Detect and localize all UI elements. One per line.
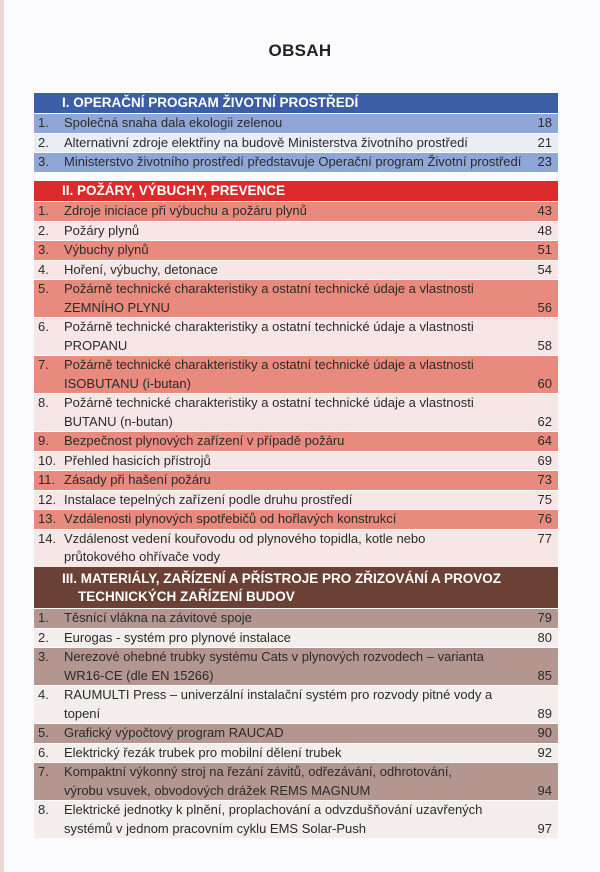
entry-title-line: výrobu vsuvek, obvodových drážek REMS MAGNUM xyxy=(64,782,371,798)
entry-number: 14. xyxy=(38,530,57,546)
page-title: OBSAH xyxy=(268,41,332,60)
entry-title-line: Elektrické jednotky k plnění, proplachování a odvzdušňování uzavřených xyxy=(64,802,483,817)
toc-entry[interactable] xyxy=(34,133,558,153)
entry-title-line: Zdroje iniciace při výbuchu a požáru plynů xyxy=(64,203,307,218)
entry-number: 3. xyxy=(38,154,49,169)
toc-entry[interactable] xyxy=(34,355,558,393)
entry-title xyxy=(64,280,522,317)
entry-title-line: průtokového ohřívače vody xyxy=(64,549,221,564)
entry-title-line: Požárně technické charakteristiky a ostatní technické údaje a vlastnosti xyxy=(64,357,474,372)
entry-number: 3. xyxy=(38,242,49,257)
toc-entry[interactable] xyxy=(34,490,558,510)
entry-title xyxy=(64,241,522,260)
entry-page-number: 73 xyxy=(537,472,552,487)
entry-number: 5. xyxy=(38,725,49,740)
entry-number: 8. xyxy=(38,802,49,817)
entry-title-line: Vzdálenosti plynových spotřebičů od hořlavých konstrukcí xyxy=(64,511,397,526)
toc-entry[interactable] xyxy=(34,393,558,431)
entry-title-line: Bezpečnost plynových zařízení v případě požáru xyxy=(64,433,345,448)
entry-title-line: PROPANU xyxy=(64,337,128,353)
section-2 xyxy=(34,181,558,567)
toc-entry[interactable] xyxy=(34,221,558,241)
entry-title-line: Společná snaha dala ekologii zelenou xyxy=(64,115,283,130)
entry-title xyxy=(64,432,522,451)
entry-number: 13. xyxy=(38,511,57,526)
entry-page-number: 80 xyxy=(537,629,552,645)
entry-page-number: 18 xyxy=(537,115,552,130)
entry-title-line: RAUMULTI Press – univerzální instalační systém pro rozvody pitné vody a topení xyxy=(64,687,493,721)
toc-entry[interactable] xyxy=(34,260,558,280)
entry-title-line: Instalace tepelných zařízení podle druhu prostředí xyxy=(64,491,353,507)
entry-title xyxy=(64,114,522,133)
entry-title xyxy=(64,686,522,723)
entry-title xyxy=(64,471,522,490)
entry-number: 7. xyxy=(38,764,49,779)
entry-number: 1. xyxy=(38,203,49,218)
entry-page-number: 21 xyxy=(537,134,552,150)
entry-page-number: 56 xyxy=(537,299,552,315)
entry-title xyxy=(64,724,522,743)
entry-title xyxy=(64,222,522,241)
toc-entry[interactable] xyxy=(34,317,558,355)
section-items xyxy=(34,608,558,838)
entry-page-number: 48 xyxy=(537,222,552,238)
toc-entry[interactable] xyxy=(34,240,558,260)
entry-number: 2. xyxy=(38,134,49,150)
entry-title-line: Elektrický řezák trubek pro mobilní dělení trubek xyxy=(64,744,342,760)
page-edge xyxy=(0,0,4,872)
entry-number: 12. xyxy=(38,491,57,507)
toc-entry[interactable] xyxy=(34,152,558,172)
entry-title-line: Kompaktní výkonný stroj na řezání závitů, odřezávání, odhrotování, xyxy=(64,764,453,779)
toc-entry[interactable] xyxy=(34,628,558,648)
entry-title-line: Přehled hasicích přístrojů xyxy=(64,452,211,468)
toc-entry[interactable] xyxy=(34,647,558,685)
entry-page-number: 94 xyxy=(537,782,552,798)
section-heading-line-1: III. MATERIÁLY, ZAŘÍZENÍ A PŘÍSTROJE PRO ZŘIZOVÁNÍ A PROVOZ xyxy=(62,571,502,586)
entry-number: 9. xyxy=(38,433,49,448)
toc-entry[interactable] xyxy=(34,201,558,221)
entry-title-line: Požáry plynů xyxy=(64,222,140,238)
entry-title xyxy=(64,394,522,431)
entry-title-line: Grafický výpočtový program RAUCAD xyxy=(64,725,284,740)
entry-page-number: 79 xyxy=(537,610,552,625)
entry-number: 10. xyxy=(38,452,57,468)
entry-title-line: ZEMNÍHO PLYNU xyxy=(64,299,170,315)
entry-title-line: Výbuchy plynů xyxy=(64,242,149,257)
entry-page-number: 60 xyxy=(537,375,552,391)
entry-title-line: Ministerstvo životního prostředí představuje Operační program Životní prostředí xyxy=(64,154,522,169)
section-1 xyxy=(34,93,558,172)
entry-number: 2. xyxy=(38,222,49,238)
entry-title xyxy=(64,648,522,685)
entry-page-number: 64 xyxy=(537,433,552,448)
toc-entry[interactable] xyxy=(34,113,558,133)
toc-entry[interactable] xyxy=(34,509,558,529)
toc-entry[interactable] xyxy=(34,470,558,490)
entry-page-number: 69 xyxy=(537,452,552,468)
entry-page-number: 90 xyxy=(537,725,552,740)
entry-title-line: Vzdálenost vedení kouřovodu od plynového topidla, kotle nebo xyxy=(64,530,426,546)
entry-title-line: Zásady při hašení požáru xyxy=(64,472,211,487)
entry-page-number: 43 xyxy=(537,203,552,218)
toc-entry[interactable] xyxy=(34,800,558,838)
entry-title xyxy=(64,801,522,838)
entry-title xyxy=(64,452,522,471)
entry-number: 5. xyxy=(38,281,49,296)
entry-page-number: 62 xyxy=(537,413,552,429)
entry-title-line: Alternativní zdroje elektřiny na budově Ministerstva životního prostředí xyxy=(64,134,468,150)
toc-entry[interactable] xyxy=(34,608,558,628)
toc-entry[interactable] xyxy=(34,529,558,567)
entry-page-number: 54 xyxy=(537,261,552,277)
entry-title xyxy=(64,629,522,648)
entry-title xyxy=(64,609,522,628)
entry-title-line: ISOBUTANU (i-butan) xyxy=(64,375,191,391)
entry-title-line: Požárně technické charakteristiky a ostatní technické údaje a vlastnosti xyxy=(64,319,474,334)
entry-number: 7. xyxy=(38,357,49,372)
section-heading-line-2: TECHNICKÝCH ZAŘÍZENÍ BUDOV xyxy=(78,589,295,604)
entry-number: 3. xyxy=(38,649,49,664)
entry-number: 1. xyxy=(38,115,49,130)
section-items xyxy=(34,113,558,172)
entry-title-line: Těsnící vlákna na závitové spoje xyxy=(64,610,252,625)
entry-title xyxy=(64,318,522,355)
entry-page-number: 92 xyxy=(537,744,552,760)
entry-number: 1. xyxy=(38,610,49,625)
entry-number: 2. xyxy=(38,629,49,645)
entry-title-line: Požárně technické charakteristiky a ostatní technické údaje a vlastnosti xyxy=(64,281,474,296)
toc-entry[interactable] xyxy=(34,723,558,743)
entry-page-number: 23 xyxy=(537,154,552,169)
entry-title xyxy=(64,530,522,567)
entry-number: 4. xyxy=(38,261,49,277)
section-heading: II. POŽÁRY, VÝBUCHY, PREVENCE xyxy=(34,181,558,201)
entry-title xyxy=(64,153,522,172)
entry-page-number: 75 xyxy=(537,491,552,507)
toc-entry[interactable] xyxy=(34,762,558,800)
section-items xyxy=(34,201,558,567)
entry-number: 4. xyxy=(38,687,49,702)
entry-title-line: Požárně technické charakteristiky a ostatní technické údaje a vlastnosti xyxy=(64,395,474,410)
entry-page-number: 51 xyxy=(537,242,552,257)
entry-title-line: WR16-CE (dle EN 15266) xyxy=(64,667,214,683)
entry-title-line: Hoření, výbuchy, detonace xyxy=(64,261,218,277)
entry-title xyxy=(64,491,522,510)
section-heading: I. OPERAČNÍ PROGRAM ŽIVOTNÍ PROSTŘEDÍ xyxy=(34,93,558,113)
entry-title xyxy=(64,763,522,800)
entry-title xyxy=(64,744,522,763)
entry-page-number: 97 xyxy=(537,820,552,836)
entry-title-line: Eurogas - systém pro plynové instalace xyxy=(64,629,291,645)
toc-entry[interactable] xyxy=(34,279,558,317)
entry-number: 6. xyxy=(38,744,49,760)
entry-page-number: 58 xyxy=(537,337,552,353)
entry-number: 6. xyxy=(38,319,49,334)
entry-page-number: 85 xyxy=(537,667,552,683)
entry-title-line: Nerezové ohebné trubky systému Cats v plynových rozvodech – varianta xyxy=(64,649,484,664)
toc-entry[interactable] xyxy=(34,685,558,723)
entry-number: 8. xyxy=(38,395,49,410)
toc-entry[interactable] xyxy=(34,451,558,471)
section-heading xyxy=(34,567,558,608)
toc-entry[interactable] xyxy=(34,743,558,763)
entry-number: 11. xyxy=(38,472,56,487)
entry-title xyxy=(64,356,522,393)
entry-page-number: 76 xyxy=(537,511,552,526)
entry-title xyxy=(64,510,522,529)
entry-title xyxy=(64,261,522,280)
entry-title-line: systémů v jednom pracovním cyklu EMS Solar-Push xyxy=(64,820,366,836)
section-3 xyxy=(34,567,558,838)
entry-title xyxy=(64,202,522,221)
toc-entry[interactable] xyxy=(34,431,558,451)
entry-page-number: 77 xyxy=(537,530,552,546)
entry-title-line: BUTANU (n-butan) xyxy=(64,413,173,429)
entry-title xyxy=(64,134,522,153)
entry-page-number: 89 xyxy=(537,705,552,721)
